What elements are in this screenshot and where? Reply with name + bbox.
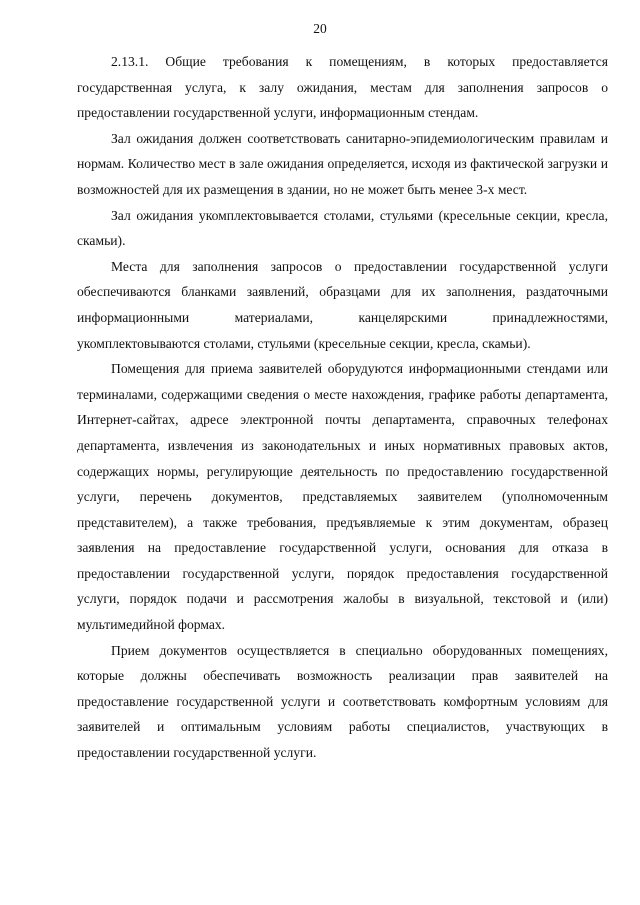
document-body bbox=[77, 49, 608, 766]
paragraph-waiting-hall-requirements: Зал ожидания должен соответствовать санитарно-эпидемиологическим правилам и нормам. Количество мест в зале ожидания определяется, исходя из фактической загрузки и возможностей для их размещения в здании, но не может быть менее 3-х мест. bbox=[77, 130, 608, 197]
page-number: 20 bbox=[313, 21, 327, 36]
paragraph-information-stands: Помещения для приема заявителей оборудуются информационными стендами или терминалами, содержащими сведения о месте нахождения, графике работы департамента, Интернет-сайтах, адресе электронной почты департамента, справочных телефонах департамента, извлечения из законодательных и иных нормативных правовых актов, содержащих нормы, регулирующие деятельность по предоставлению государственной услуги, перечень документов, представляемых заявителем (уполномоченным представителем), а также требования, предъявляемые к этим документам, образец заявления на предоставление государственной услуги, основания для отказа в предоставлении государственной услуги, порядок предоставления государственной услуги, порядок подачи и рассмотрения жалобы в визуальной, текстовой и (или) мультимедийной формах. bbox=[77, 361, 608, 633]
paragraph-waiting-hall-furniture: Зал ожидания укомплектовывается столами, стульями (кресельные секции, кресла, скамьи). bbox=[77, 207, 608, 249]
paragraph-request-filling-places: Места для заполнения запросов о предоставлении государственной услуги обеспечиваются бланками заявлений, образцами для их заполнения, раздаточными информационными материалами, канцелярскими принадлежностями, укомплектовываются столами, стульями (кресельные секции, кресла, скамьи). bbox=[77, 258, 608, 351]
paragraph-section-2-13-1: 2.13.1. Общие требования к помещениям, в которых предоставляется государственная услуга, к залу ожидания, местам для заполнения запросов о предоставлении государственной услуги, информационным стендам. bbox=[77, 54, 608, 121]
paragraph-document-reception: Прием документов осуществляется в специально оборудованных помещениях, которые должны обеспечивать возможность реализации прав заявителей на предоставление государственной услуги и соответствовать комфортным условиям для заявителей и оптимальным условиям работы специалистов, участвующих в предоставлении государственной услуги. bbox=[77, 642, 608, 761]
